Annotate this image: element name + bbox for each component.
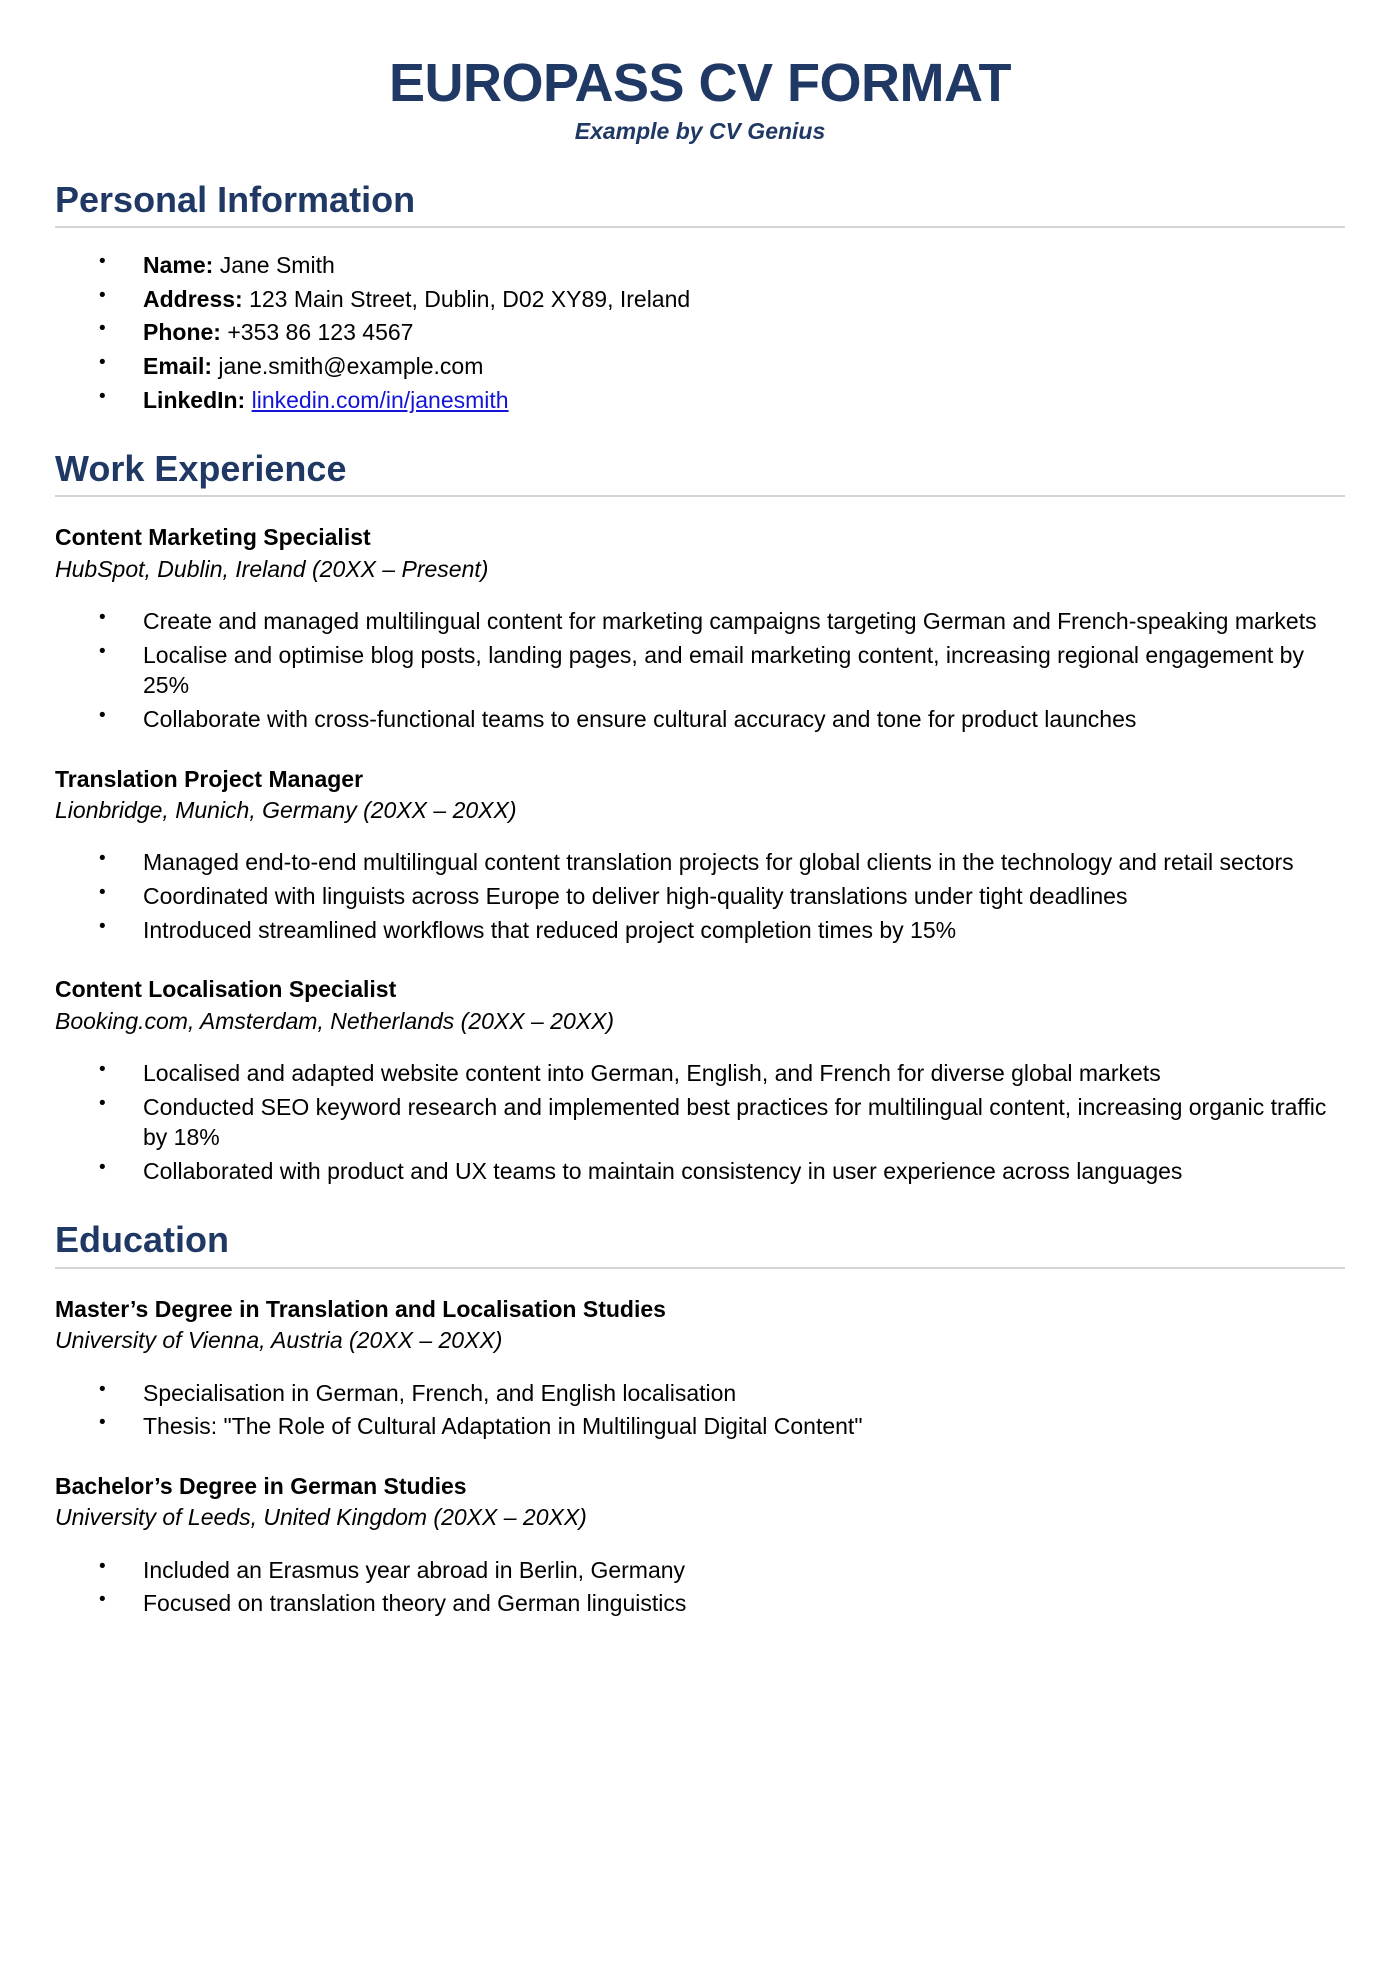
cv-entry xyxy=(55,1295,1345,1442)
contact-item xyxy=(95,351,1345,382)
document-subtitle: Example by CV Genius xyxy=(574,118,826,145)
linkedin-profile-link[interactable]: linkedin.com/in/janesmith xyxy=(251,386,509,413)
entry-organisation-and-dates: University of Vienna, Austria (20XX – 20XX) xyxy=(55,1327,503,1354)
entry-bullet: • Introduced streamlined workflows that reduced project completion times by 15% xyxy=(95,915,1345,946)
entry-bullet: • Collaborate with cross-functional teams to ensure cultural accuracy and tone for product launches xyxy=(95,704,1345,735)
cv-entry xyxy=(55,765,1345,946)
contact-value: +353 86 123 4567 xyxy=(227,319,414,346)
entry-bullet: • Included an Erasmus year abroad in Berlin, Germany xyxy=(95,1555,1345,1586)
cv-entry xyxy=(55,975,1345,1186)
contact-label: Address: xyxy=(143,285,243,312)
section-education xyxy=(55,1220,1345,1618)
contact-item xyxy=(95,385,1345,416)
contact-value: jane.smith@example.com xyxy=(218,352,484,379)
cv-entry xyxy=(55,523,1345,734)
contact-value: 123 Main Street, Dublin, D02 XY89, Ireland xyxy=(249,285,691,312)
entry-bullet: • Localised and adapted website content into German, English, and French for diverse global markets xyxy=(95,1058,1345,1089)
section-personal-information xyxy=(55,180,1345,415)
entry-bullet: • Create and managed multilingual content for marketing campaigns targeting German and French-speaking markets xyxy=(95,606,1345,637)
contact-label: Phone: xyxy=(143,319,221,346)
entry-title: Content Marketing Specialist xyxy=(55,524,371,551)
contact-item xyxy=(95,284,1345,315)
contact-label: Email: xyxy=(143,352,213,379)
work-experience-entries xyxy=(55,523,1345,1186)
entry-bullet: • Thesis: "The Role of Cultural Adaptation in Multilingual Digital Content" xyxy=(95,1411,1345,1442)
entry-organisation-and-dates: Lionbridge, Munich, Germany (20XX – 20XX) xyxy=(55,797,517,824)
entry-bullet: • Focused on translation theory and German linguistics xyxy=(95,1588,1345,1619)
entry-bullet-list xyxy=(55,1058,1345,1186)
contact-item xyxy=(95,250,1345,281)
entry-bullet: • Managed end-to-end multilingual content translation projects for global clients in the technology and retail sectors xyxy=(95,847,1345,878)
cv-entry xyxy=(55,1472,1345,1619)
entry-organisation-and-dates: University of Leeds, United Kingdom (20XX – 20XX) xyxy=(55,1504,587,1531)
section-heading-personal-information: Personal Information xyxy=(55,180,1345,228)
contact-label: LinkedIn: xyxy=(143,386,246,413)
education-entries xyxy=(55,1295,1345,1619)
entry-bullet: • Coordinated with linguists across Europe to deliver high-quality translations under tight deadlines xyxy=(95,881,1345,912)
entry-organisation-and-dates: HubSpot, Dublin, Ireland (20XX – Present) xyxy=(55,555,489,582)
section-heading-work-experience: Work Experience xyxy=(55,449,1345,497)
entry-title: Bachelor’s Degree in German Studies xyxy=(55,1472,467,1499)
entry-bullet-list xyxy=(55,606,1345,734)
entry-organisation-and-dates: Booking.com, Amsterdam, Netherlands (20XX – 20XX) xyxy=(55,1007,615,1034)
entry-bullet: • Collaborated with product and UX teams to maintain consistency in user experience across languages xyxy=(95,1156,1345,1187)
entry-bullet: • Localise and optimise blog posts, landing pages, and email marketing content, increasing regional engagement by 25% xyxy=(95,640,1345,701)
contact-item xyxy=(95,317,1345,348)
contact-label: Name: xyxy=(143,252,214,279)
section-heading-education: Education xyxy=(55,1220,1345,1268)
section-work-experience xyxy=(55,449,1345,1186)
entry-bullet: • Conducted SEO keyword research and implemented best practices for multilingual content, increasing organic traffic by 18% xyxy=(95,1092,1345,1153)
contact-list xyxy=(55,250,1345,415)
document-title: EUROPASS CV FORMAT xyxy=(388,53,1012,113)
entry-bullet-list xyxy=(55,847,1345,945)
entry-bullet-list xyxy=(55,1378,1345,1442)
entry-title: Translation Project Manager xyxy=(55,765,364,792)
contact-value: Jane Smith xyxy=(219,252,335,279)
entry-bullet-list xyxy=(55,1555,1345,1619)
entry-title: Content Localisation Specialist xyxy=(55,976,397,1003)
entry-title: Master’s Degree in Translation and Localisation Studies xyxy=(55,1295,666,1322)
entry-bullet: • Specialisation in German, French, and English localisation xyxy=(95,1378,1345,1409)
